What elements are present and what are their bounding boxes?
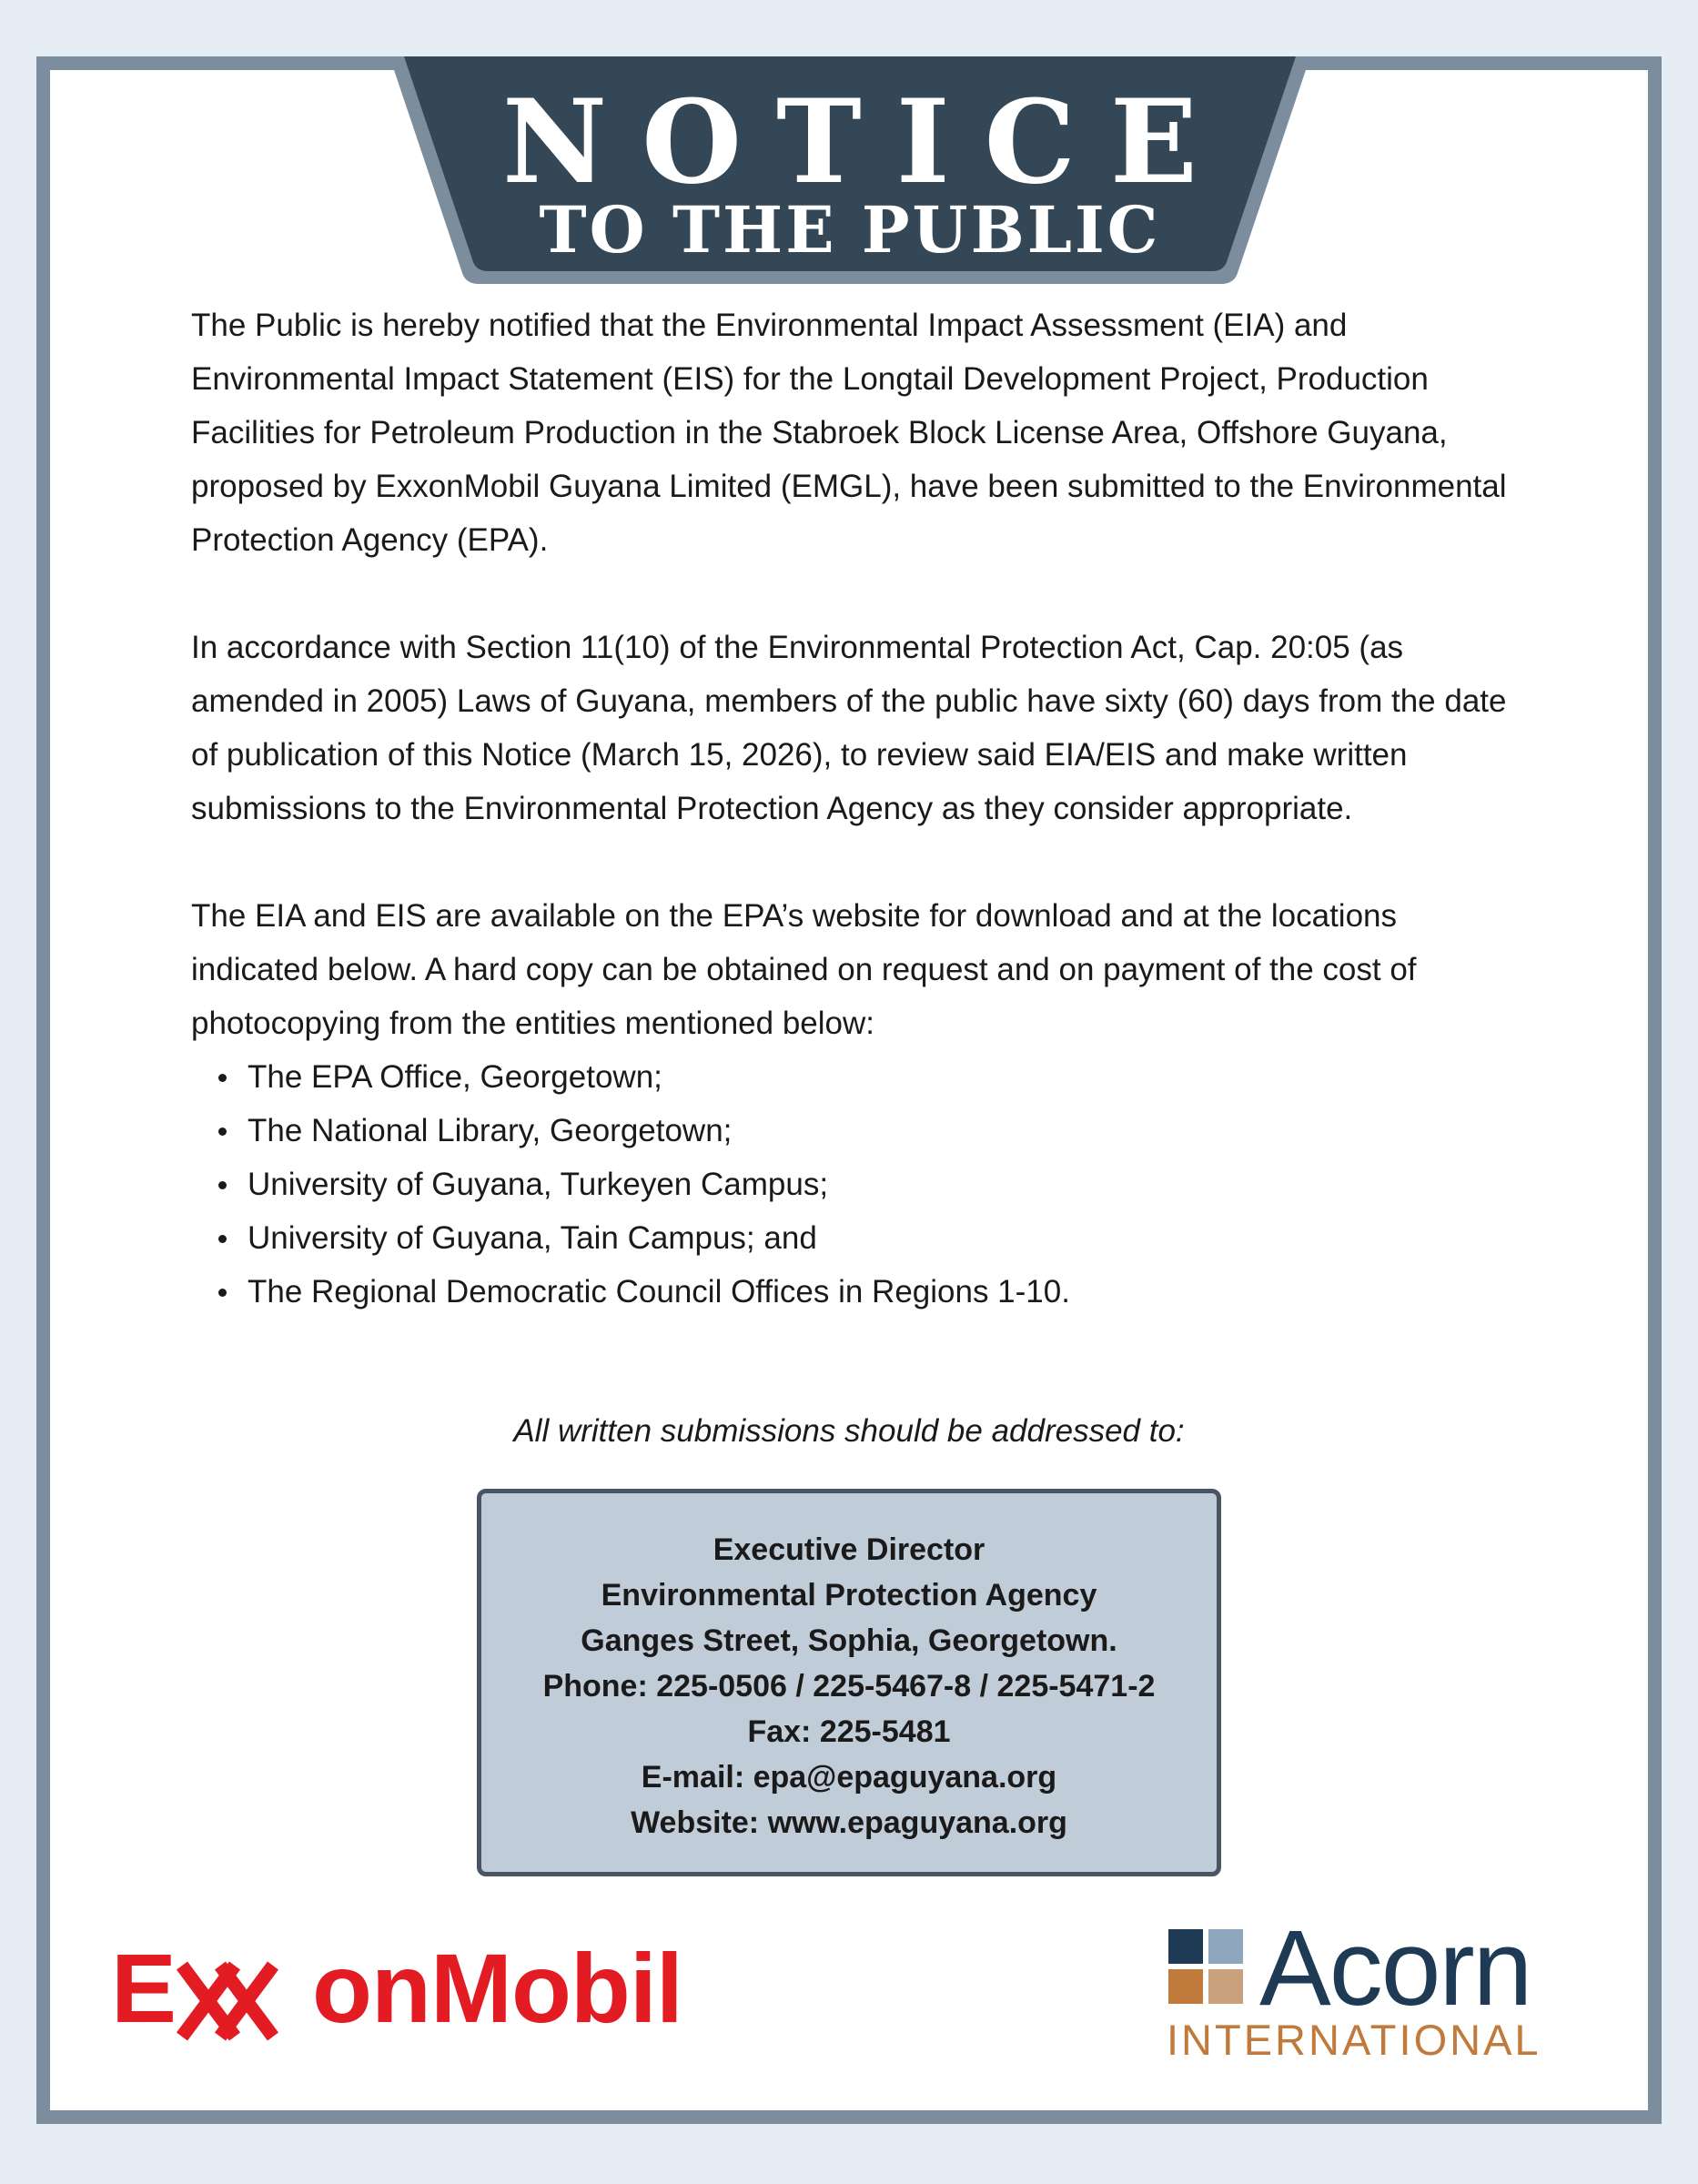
closing-line: All written submissions should be addressed to: <box>513 1413 1185 1449</box>
list-item: The EPA Office, Georgetown; <box>248 1050 1529 1104</box>
address-email: E-mail: epa@epaguyana.org <box>641 1760 1057 1795</box>
notice-banner <box>389 56 1310 284</box>
paragraph-availability: The EIA and EIS are available on the EPA’s website for download and at the locations indicated below. A hard copy can be obtained on request and on payment of the cost of photocopying from the entities mentioned below: <box>191 898 1417 1041</box>
exxon-wordmark-rest: onMobil <box>312 1933 682 2043</box>
locations-list <box>191 1050 1529 1319</box>
address-title: Executive Director <box>713 1532 985 1567</box>
notice-body <box>191 298 1529 1319</box>
paragraph-submission: The Public is hereby notified that the Environmental Impact Assessment (EIA) and Environmental Impact Statement (EIS) for the Longtail Development Project, Production Facilities for Petroleum Production in the Stabroek Block License Area, Offshore Guyana, proposed by ExxonMobil Guyana Limited (EMGL), have been submitted to the Environmental Protection Agency (EPA). <box>191 308 1507 558</box>
acorn-international-logo <box>1165 1908 1583 2064</box>
address-phone: Phone: 225-0506 / 225-5467-8 / 225-5471-2 <box>542 1669 1156 1704</box>
paragraph-review-period: In accordance with Section 11(10) of the Environmental Protection Act, Cap. 20:05 (as amended in 2005) Laws of Guyana, members of the public have sixty (60) days from the date of publication of this Notice (March 15, 2026), to review said EIA/EIS and make written submissions to the Environmental Protection Agency as they consider appropriate. <box>191 630 1507 826</box>
address-agency: Environmental Protection Agency <box>601 1578 1097 1613</box>
list-item: University of Guyana, Tain Campus; and <box>248 1211 1529 1265</box>
acorn-subtitle: INTERNATIONAL <box>1167 2016 1541 2064</box>
exxon-letter-e: E <box>111 1933 177 2043</box>
banner-subtitle: TO THE PUBLIC <box>539 192 1161 268</box>
exxonmobil-logo <box>111 1929 682 2048</box>
list-item: The National Library, Georgetown; <box>248 1104 1529 1158</box>
banner-title: NOTICE <box>502 75 1232 209</box>
address-street: Ganges Street, Sophia, Georgetown. <box>581 1623 1117 1658</box>
address-website: Website: www.epaguyana.org <box>631 1805 1067 1840</box>
address-box <box>477 1489 1221 1876</box>
acorn-squares-icon <box>1165 1922 1259 2004</box>
exxon-interlocked-x-icon <box>111 1929 639 2048</box>
list-item: University of Guyana, Turkeyen Campus; <box>248 1158 1529 1211</box>
acorn-wordmark: Acorn <box>1259 1908 1531 2028</box>
list-item: The Regional Democratic Council Offices in Regions 1-10. <box>248 1265 1529 1319</box>
address-fax: Fax: 225-5481 <box>747 1714 951 1749</box>
